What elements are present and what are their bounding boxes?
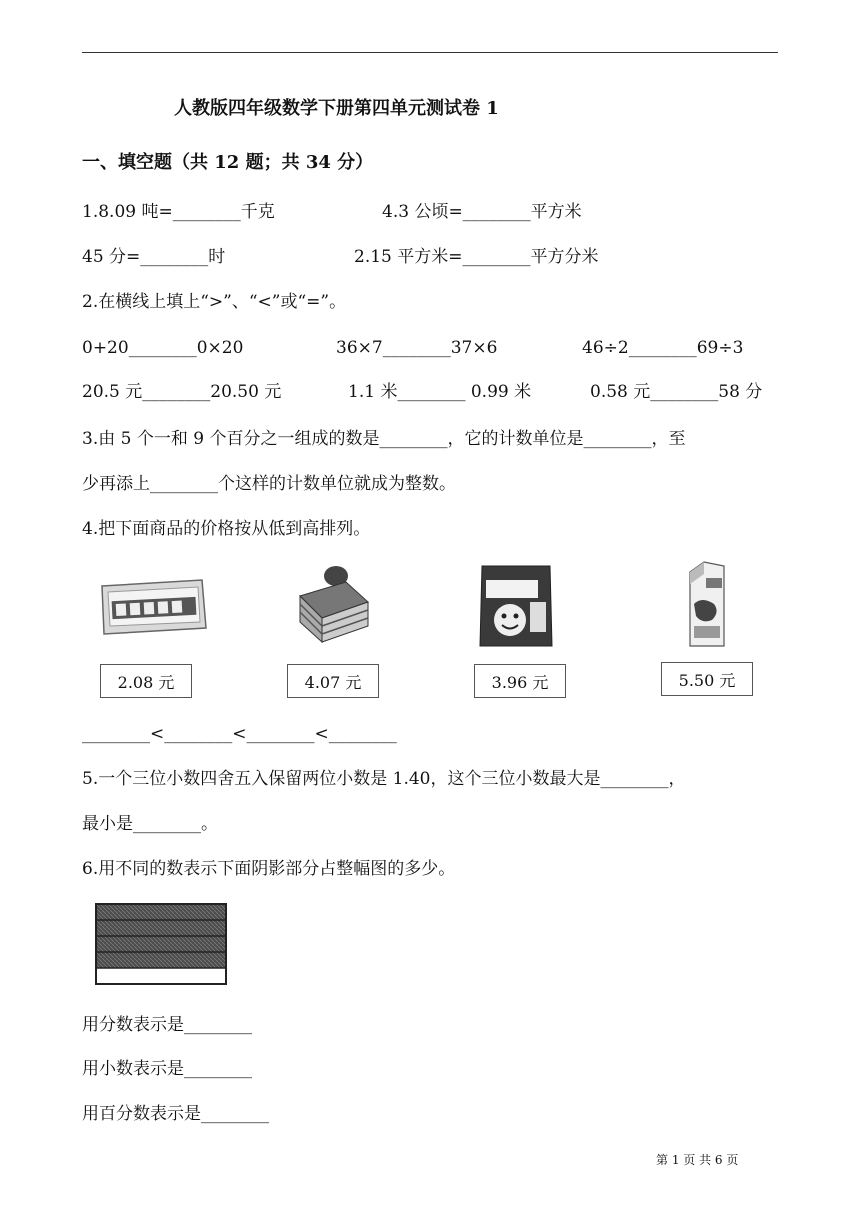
q2-compare-1: 0+20________0×20 xyxy=(82,338,244,358)
q1-item-c: 45 分=________时 xyxy=(82,247,226,267)
q6-decimal-line: 用小数表示是________ xyxy=(82,1059,252,1079)
q2-compare-5: 1.1 米________ 0.99 米 xyxy=(348,382,532,402)
q4-prompt: 4.把下面商品的价格按从低到高排列。 xyxy=(82,519,371,539)
page-footer: 第 1 页 共 6 页 xyxy=(656,1153,739,1167)
q1-item-b: 4.3 公顷=________平方米 xyxy=(382,202,582,222)
q6-prompt: 6.用不同的数表示下面阴影部分占整幅图的多少。 xyxy=(82,859,456,879)
price-box-1: 2.08 元 xyxy=(100,664,192,698)
q4-order-line: ________<________<________<________ xyxy=(82,724,397,744)
q2-prompt: 2.在横线上填上“>”、“<”或“=”。 xyxy=(82,292,347,312)
price-box-3: 3.96 元 xyxy=(474,664,566,698)
q3-line-1: 3.由 5 个一和 9 个百分之一组成的数是________，它的计数单位是________，至 xyxy=(82,429,686,449)
q6-percent-line: 用百分数表示是________ xyxy=(82,1104,269,1124)
q1-item-d: 2.15 平方米=________平方分米 xyxy=(354,247,599,267)
q2-compare-2: 36×7________37×6 xyxy=(336,338,498,358)
cake-icon xyxy=(292,562,372,647)
q2-compare-4: 20.5 元________20.50 元 xyxy=(82,382,282,402)
milk-carton-icon xyxy=(684,560,730,648)
q6-fraction-line: 用分数表示是________ xyxy=(82,1015,252,1035)
shaded-grid-figure xyxy=(94,902,228,986)
q1-item-a: 1.8.09 吨=________千克 xyxy=(82,202,275,222)
header-rule xyxy=(82,52,778,53)
candy-bag-icon xyxy=(476,562,556,650)
q2-compare-6: 0.58 元________58 分 xyxy=(590,382,763,402)
chocolate-bar-icon xyxy=(98,572,208,642)
price-box-2: 4.07 元 xyxy=(287,664,379,698)
page-title: 人教版四年级数学下册第四单元测试卷 1 xyxy=(174,98,499,119)
section-title: 一、填空题（共 12 题；共 34 分） xyxy=(82,152,374,173)
q5-line-1: 5.一个三位小数四舍五入保留两位小数是 1.40，这个三位小数最大是________， xyxy=(82,769,686,789)
q3-line-2: 少再添上________个这样的计数单位就成为整数。 xyxy=(82,474,456,494)
q2-compare-3: 46÷2________69÷3 xyxy=(582,338,744,358)
price-box-4: 5.50 元 xyxy=(661,662,753,696)
q5-line-2: 最小是________。 xyxy=(82,814,218,834)
